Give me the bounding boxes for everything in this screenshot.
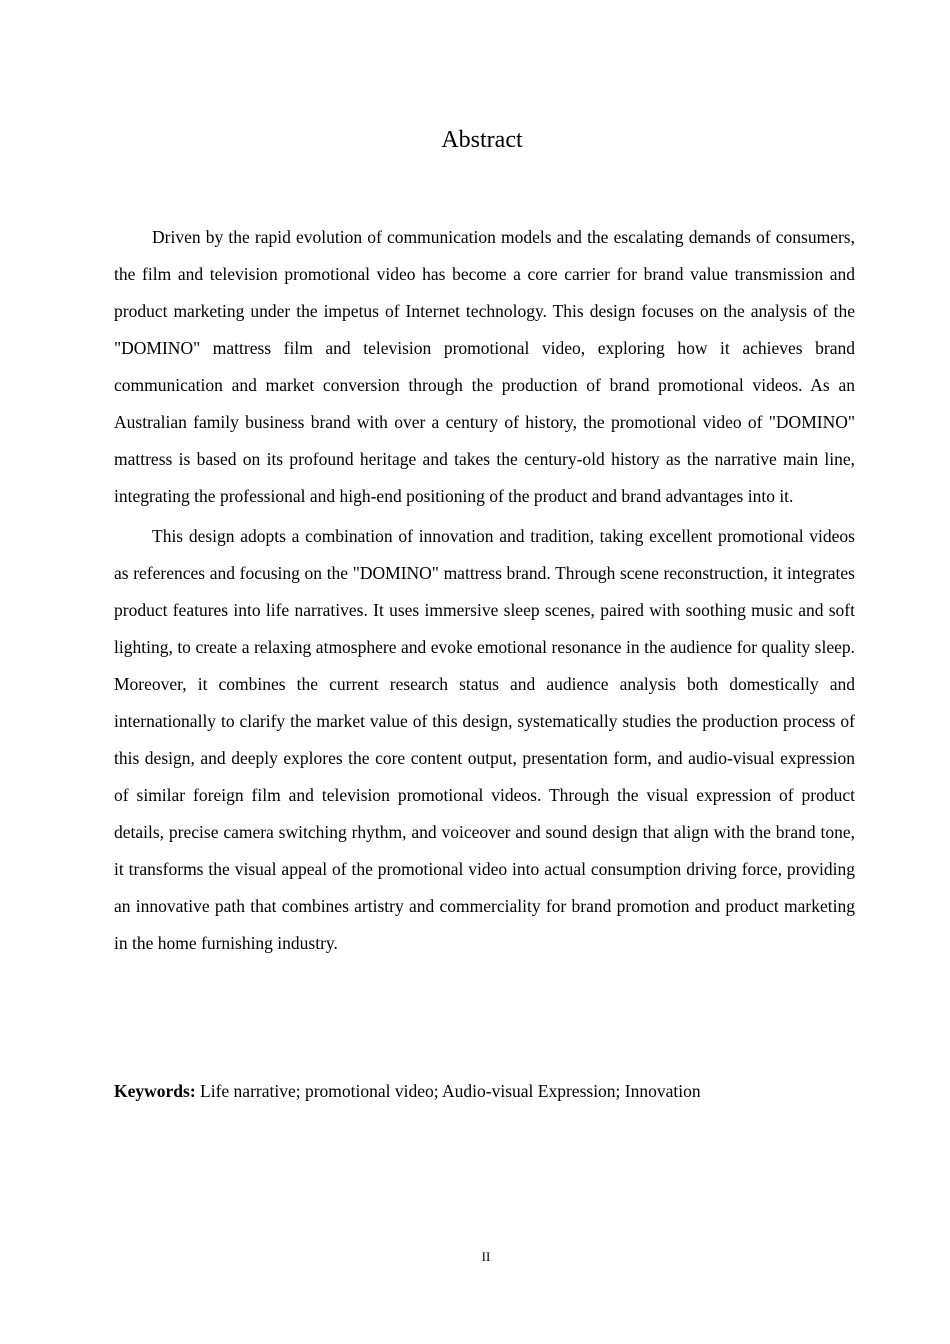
keywords-label: Keywords: [114, 1081, 196, 1101]
keywords-text: Life narrative; promotional video; Audio-visual Expression; Innovation [195, 1081, 701, 1101]
page-number: II [481, 1249, 491, 1264]
abstract-paragraph-2: This design adopts a combination of innovation and tradition, taking excellent promotional videos as references and focusing on the "DOMINO" mattress brand. Through scene reconstruction, it integrates product features into life narratives. It uses immersive sleep scenes, paired with soothing music and soft lighting, to create a relaxing atmosphere and evoke emotional resonance in the audience for quality sleep. Moreover, it combines the current research status and audience analysis both domestically and internationally to clarify the market value of this design, systematically studies the production process of this design, and deeply explores the core content output, presentation form, and audio-visual expression of similar foreign film and television promotional videos. Through the visual expression of product details, precise camera switching rhythm, and voiceover and sound design that align with the brand tone, it transforms the visual appeal of the promotional video into actual consumption driving force, providing an innovative path that combines artistry and commerciality for brand promotion and product marketing in the home furnishing industry. [114, 526, 855, 953]
keywords-line [114, 1073, 855, 1110]
abstract-paragraph-1: Driven by the rapid evolution of communication models and the escalating demands of consumers, the film and television promotional video has become a core carrier for brand value transmission and product marketing under the impetus of Internet technology. This design focuses on the analysis of the "DOMINO" mattress film and television promotional video, exploring how it achieves brand communication and market conversion through the production of brand promotional videos. As an Australian family business brand with over a century of history, the promotional video of "DOMINO" mattress is based on its profound heritage and takes the century-old history as the narrative main line, integrating the professional and high-end positioning of the product and brand advantages into it. [114, 227, 855, 506]
abstract-body [114, 219, 855, 962]
abstract-title: Abstract [441, 127, 523, 153]
